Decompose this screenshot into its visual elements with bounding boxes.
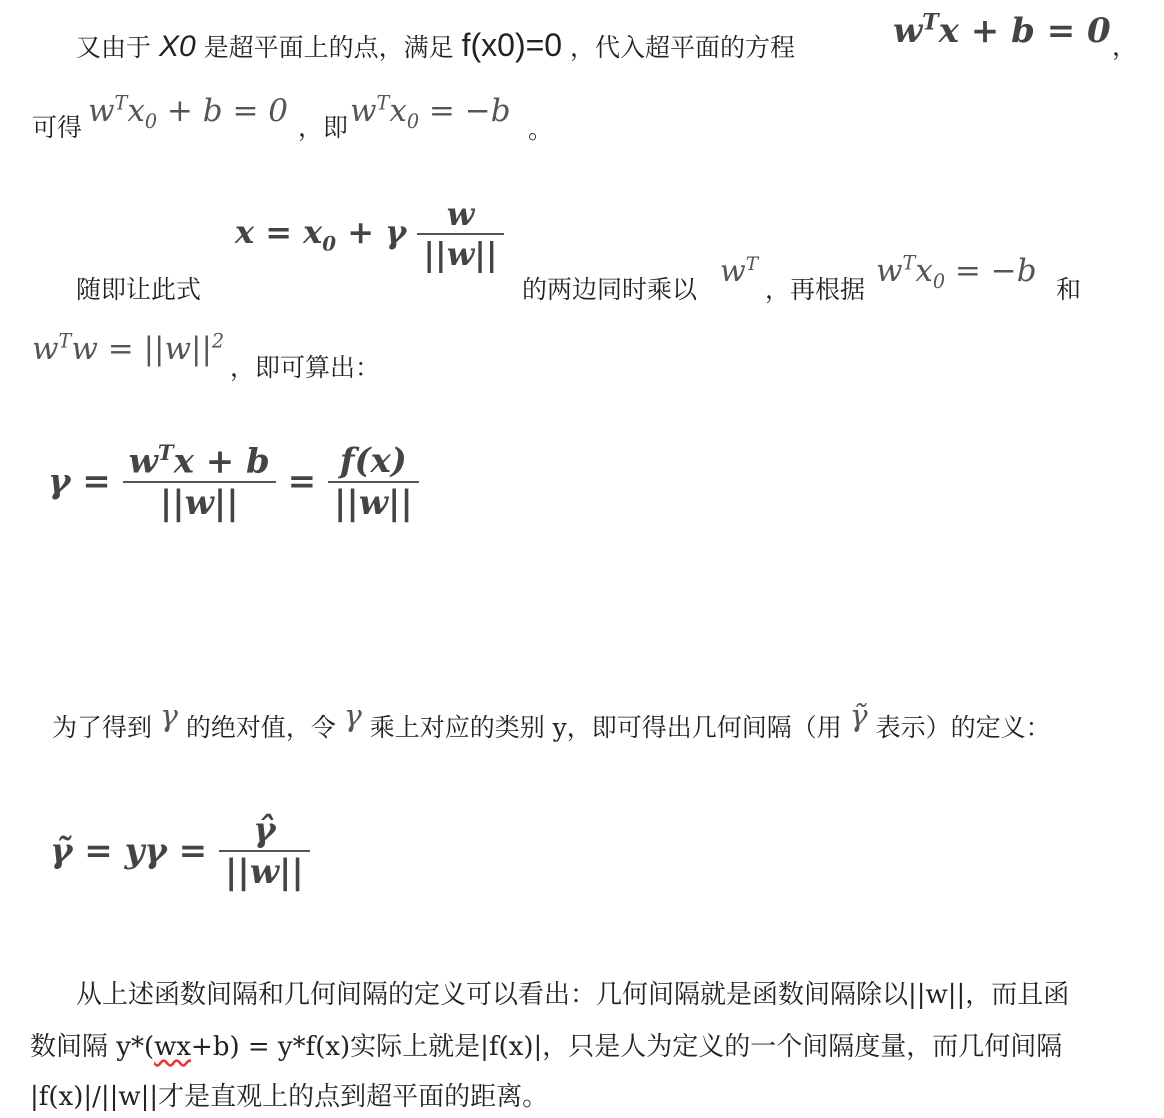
spellcheck-word: wx — [154, 1032, 192, 1062]
p2-text: 和 — [1056, 275, 1082, 304]
formula-gamma: γ = $\frac{w^Tx + b}{||w||}$ = $\frac{f(x)}{||w||}$ — [48, 440, 419, 523]
gamma-symbol: γ — [159, 699, 178, 734]
p3-text: 的绝对值，令 — [185, 713, 336, 742]
p1-text: 又由于 — [76, 33, 152, 62]
x0-symbol: X0 — [158, 30, 196, 63]
p4-line2 — [30, 1026, 1062, 1063]
p3-text: 为了得到 — [52, 713, 153, 742]
p1-line1 — [76, 27, 795, 64]
p1-text: 是超平面上的点，满足 — [203, 33, 454, 62]
fx0-expr: f(x0)=0 — [461, 27, 563, 63]
p2-text: 的两边同时乘以 — [522, 275, 698, 304]
p1-text: ，代入超平面的方程 — [570, 33, 796, 62]
gamma-tilde-symbol: γ̃ — [849, 699, 868, 734]
eq-wtx0-minus-b: $w^Tx_0 = -b$ — [350, 92, 511, 134]
p1-period: 。 — [528, 115, 554, 144]
p4-line1: 从上述函数间隔和几何间隔的定义可以看出：几何间隔就是函数间隔除以||w||，而且函 — [76, 980, 1070, 1010]
p1-ji: ，即 — [298, 113, 349, 142]
p1-ke-de: 可得 — [32, 113, 83, 142]
p4-text: +b) = y*f(x)实际上就是|f(x)|，只是人为定义的一个间隔度量，而几何间隔 — [191, 1032, 1063, 1062]
formula-geometric-margin: γ̃ = yγ = $\frac{\gammâ}{||w||}$ — [50, 810, 310, 892]
p2-text: ，即可算出： — [230, 353, 381, 382]
p3-text: 表示）的定义： — [875, 713, 1051, 742]
eq-wtw-norm: $w^Tw = ||w||^2$ — [32, 330, 225, 368]
p3-text: 乘上对应的类别 y，即可得出几何间隔（用 — [369, 713, 842, 742]
eq-wtx0-plus-b: $w^Tx_0 + b = 0$ — [88, 92, 288, 134]
p2-text: 随即让此式 — [76, 275, 202, 304]
plane-equation: $w^Tx + b = 0$ — [893, 10, 1111, 52]
p2-text: ，再根据 — [765, 275, 866, 304]
p4-text: 数间隔 y*( — [30, 1032, 155, 1062]
eq-wtx0-minus-b-2: $w^Tx_0 = -b$ — [876, 252, 1037, 294]
eq-x-decomposition: $x = x_0 + \gamma$ $\frac{w}{||w||}$ — [235, 195, 504, 273]
p4-line3: |f(x)|/||w||才是直观上的点到超平面的距离。 — [30, 1082, 549, 1112]
gamma-symbol: γ — [343, 699, 362, 734]
wT-symbol: $w^T$ — [720, 254, 759, 289]
p3-line — [52, 699, 1051, 744]
p1-comma: ， — [1112, 32, 1138, 61]
